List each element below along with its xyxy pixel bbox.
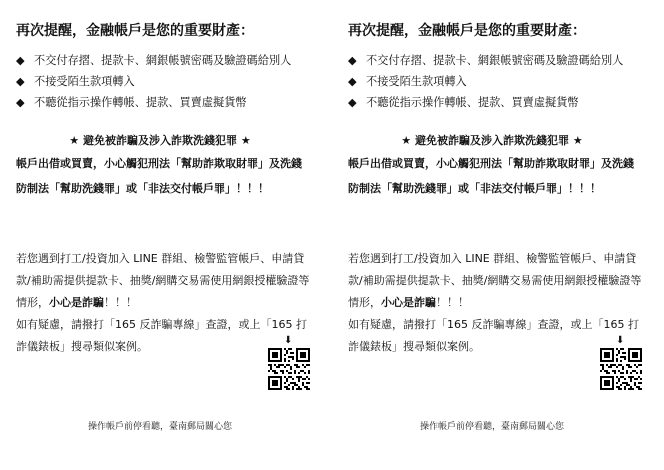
legal-warning-text: 帳戶出借或買賣，小心觸犯刑法「幫助詐欺取財罪」及洗錢防制法「幫助洗錢罪」或「非法交付帳戶罪」！！！ [348,157,634,195]
scam-alert-emphasis: 小心是詐騙 [381,296,436,309]
bullet-item [16,52,291,68]
diamond-bullet-icon: ◆ [348,75,357,88]
bullet-item [348,94,579,110]
bullet-text: 不交付存摺、提款卡、網銀帳號密碼及驗證碼給別人 [366,54,624,67]
warning-heading: ★ 避免被詐騙及涉入詐欺洗錢犯罪 ★ [69,134,251,147]
legal-warning-text: 帳戶出借或買賣，小心觸犯刑法「幫助詐欺取財罪」及洗錢防制法「幫助洗錢罪」或「非法交付帳戶罪」！！！ [16,157,302,195]
bullet-text: 不接受陌生款項轉入 [34,75,135,88]
scam-situations-text [348,248,648,358]
bullet-text: 不交付存摺、提款卡、網銀帳號密碼及驗證碼給別人 [34,54,292,67]
bullet-item [348,73,467,89]
bullet-item [16,73,135,89]
down-arrow-icon: ⬇ [284,335,293,346]
diamond-bullet-icon: ◆ [16,96,25,109]
scam-situations-body: 若您遇到打工/投資加入 LINE 群組、檢警監管帳戶、申請貸款/補助需提供提款卡、抽獎/網購交易需使用網銀授權驗證等情形， [16,252,310,309]
scam-situations-body: 若您遇到打工/投資加入 LINE 群組、檢警監管帳戶、申請貸款/補助需提供提款卡、抽獎/網購交易需使用網銀授權驗證等情形， [348,252,642,309]
footer-text: 操作帳戶前停看聽，臺南郵局關心您 [87,422,232,432]
bullet-item [16,94,247,110]
bullet-text: 不接受陌生款項轉入 [366,75,467,88]
notice-title: 再次提醒，金融帳戶是您的重要財產： [16,23,254,39]
diamond-bullet-icon: ◆ [348,96,357,109]
qr-code-icon[interactable] [600,348,642,390]
diamond-bullet-icon: ◆ [348,54,357,67]
notice-title: 再次提醒，金融帳戶是您的重要財產： [348,23,586,39]
hotline-text: 如有疑慮，請撥打「165 反詐騙專線」查證，或上「165 打詐儀錶板」搜尋類似案例。 [348,318,639,353]
diamond-bullet-icon: ◆ [16,75,25,88]
bullet-item [348,52,623,68]
hotline-text: 如有疑慮，請撥打「165 反詐騙專線」查證，或上「165 打詐儀錶板」搜尋類似案例。 [16,318,307,353]
diamond-bullet-icon: ◆ [16,54,25,67]
notice-card-left [0,0,320,470]
qr-code-icon[interactable] [268,348,310,390]
scam-alert-exclaim: ！！！ [436,296,469,309]
bullet-text: 不聽從指示操作轉帳、提款、買賣虛擬貨幣 [366,96,579,109]
notice-card-right [332,0,652,470]
footer-text: 操作帳戶前停看聽，臺南郵局關心您 [419,422,564,432]
scam-alert-emphasis: 小心是詐騙 [49,296,104,309]
down-arrow-icon: ⬇ [616,335,625,346]
scam-alert-exclaim: ！！！ [104,296,137,309]
scam-situations-text [16,248,316,358]
warning-heading: ★ 避免被詐騙及涉入詐欺洗錢犯罪 ★ [401,134,583,147]
bullet-text: 不聽從指示操作轉帳、提款、買賣虛擬貨幣 [34,96,247,109]
